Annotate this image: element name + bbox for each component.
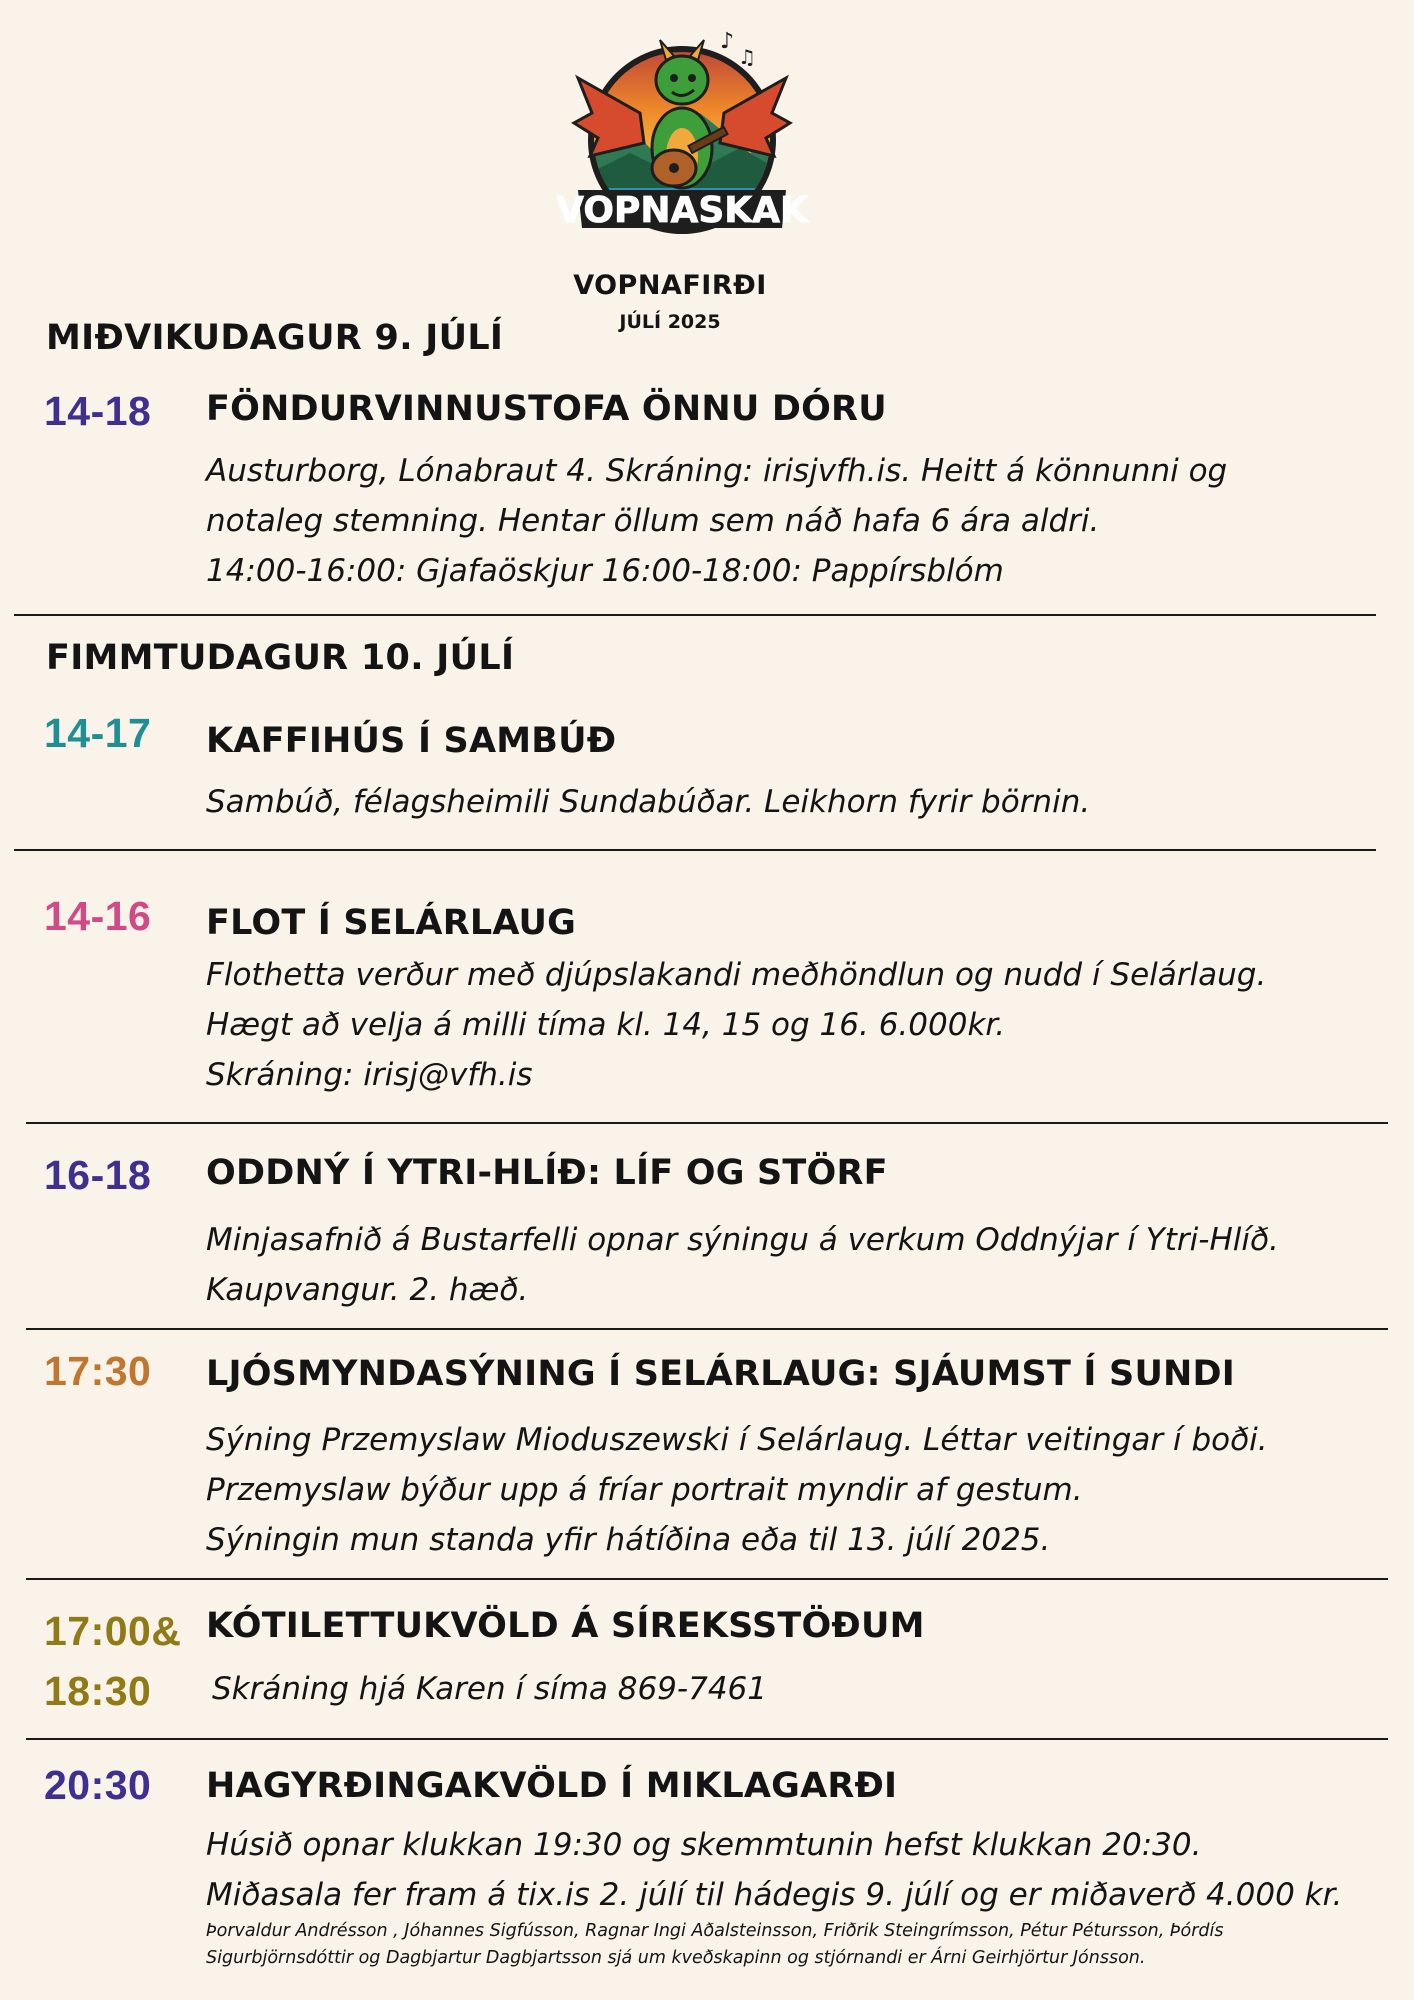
svg-text:♫: ♫ [738, 45, 756, 69]
description-line: Przemyslaw býður upp á fríar portrait myndir af gestum. [206, 1472, 1083, 1508]
brand-date: JÚLÍ 2025 [619, 311, 721, 333]
day-heading: MIÐVIKUDAGUR 9. JÚLÍ [46, 318, 504, 358]
event-description [206, 777, 1090, 827]
event-description [206, 950, 1266, 1100]
divider [26, 1122, 1388, 1124]
event-time: 16-18 [44, 1152, 152, 1198]
description-line: Sýningin mun standa yfir hátíðina eða til 13. júlí 2025. [206, 1522, 1051, 1558]
divider [14, 614, 1376, 616]
day-heading: FIMMTUDAGUR 10. JÚLÍ [46, 638, 515, 678]
description-line: Minjasafnið á Bustarfelli opnar sýningu á verkum Oddnýjar í Ytri-Hlíð. [206, 1222, 1279, 1258]
description-line: Skráning hjá Karen í síma 869-7461 [212, 1671, 767, 1707]
note-line: Þorvaldur Andrésson , Jóhannes Sigfússon, Ragnar Ingi Aðalsteinsson, Friðrik Steingrímsson, Pétur Pétursson, Þórdís [206, 1921, 1224, 1941]
event-time: 14-16 [44, 893, 152, 939]
event-description [206, 1415, 1268, 1565]
description-line: Miðasala fer fram á tix.is 2. júlí til hádegis 9. júlí og er miðaverð 4.000 kr. [206, 1877, 1343, 1913]
event-description [206, 446, 1227, 596]
description-line: Húsið opnar klukkan 19:30 og skemmtunin hefst klukkan 20:30. [206, 1827, 1202, 1863]
note-line: Sigurbjörnsdóttir og Dagbjartur Dagbjartsson sjá um kveðskapinn og stjórnandi er Árni Geirhjörtur Jónsson. [206, 1948, 1146, 1968]
event-title: FÖNDURVINNUSTOFA ÖNNU DÓRU [206, 389, 887, 429]
logo-wordmark: VOPNASKAK [556, 190, 808, 231]
vopnaskak-logo [556, 18, 808, 248]
divider [26, 1328, 1388, 1330]
divider [14, 849, 1376, 851]
event-description [206, 1820, 1342, 1920]
description-line: 14:00-16:00: Gjafaöskjur 16:00-18:00: Pappírsblóm [206, 553, 1004, 589]
description-line: Flothetta verður með djúpslakandi meðhöndlun og nudd í Selárlaug. [206, 957, 1267, 993]
event-time-second: 18:30 [44, 1668, 152, 1714]
event-time: 17:00& [44, 1608, 182, 1654]
event-title: KAFFIHÚS Í SAMBÚÐ [206, 721, 617, 761]
divider [26, 1578, 1388, 1580]
description-line: notaleg stemning. Hentar öllum sem náð hafa 6 ára aldri. [206, 503, 1100, 539]
event-time: 20:30 [44, 1762, 152, 1808]
event-title: KÓTILETTUKVÖLD Á SÍREKSSTÖÐUM [206, 1606, 925, 1646]
event-title: ODDNÝ Í YTRI-HLÍÐ: LÍF OG STÖRF [206, 1153, 888, 1193]
description-line: Skráning: irisj@vfh.is [206, 1057, 533, 1093]
event-title: HAGYRÐINGAKVÖLD Í MIKLAGARÐI [206, 1766, 898, 1806]
event-time: 17:30 [44, 1348, 152, 1394]
description-line: Austurborg, Lónabraut 4. Skráning: irisjvfh.is. Heitt á könnunni og [206, 453, 1228, 489]
event-title: FLOT Í SELÁRLAUG [206, 903, 577, 943]
event-description [206, 1215, 1279, 1315]
description-line: Kaupvangur. 2. hæð. [206, 1272, 529, 1308]
brand-place: VOPNAFIRÐI [573, 270, 767, 301]
event-time: 14-18 [44, 388, 152, 434]
description-line: Hægt að velja á milli tíma kl. 14, 15 og 16. 6.000kr. [206, 1007, 1006, 1043]
divider [26, 1738, 1388, 1740]
event-description [212, 1664, 767, 1714]
event-time: 14-17 [44, 710, 152, 756]
performers-note [206, 1918, 1224, 1972]
description-line: Sambúð, félagsheimili Sundabúðar. Leikhorn fyrir börnin. [206, 784, 1091, 820]
event-title: LJÓSMYNDASÝNING Í SELÁRLAUG: SJÁUMST Í SUNDI [206, 1354, 1236, 1394]
svg-text:♪: ♪ [720, 29, 735, 54]
description-line: Sýning Przemyslaw Mioduszewski í Selárlaug. Léttar veitingar í boði. [206, 1422, 1268, 1458]
